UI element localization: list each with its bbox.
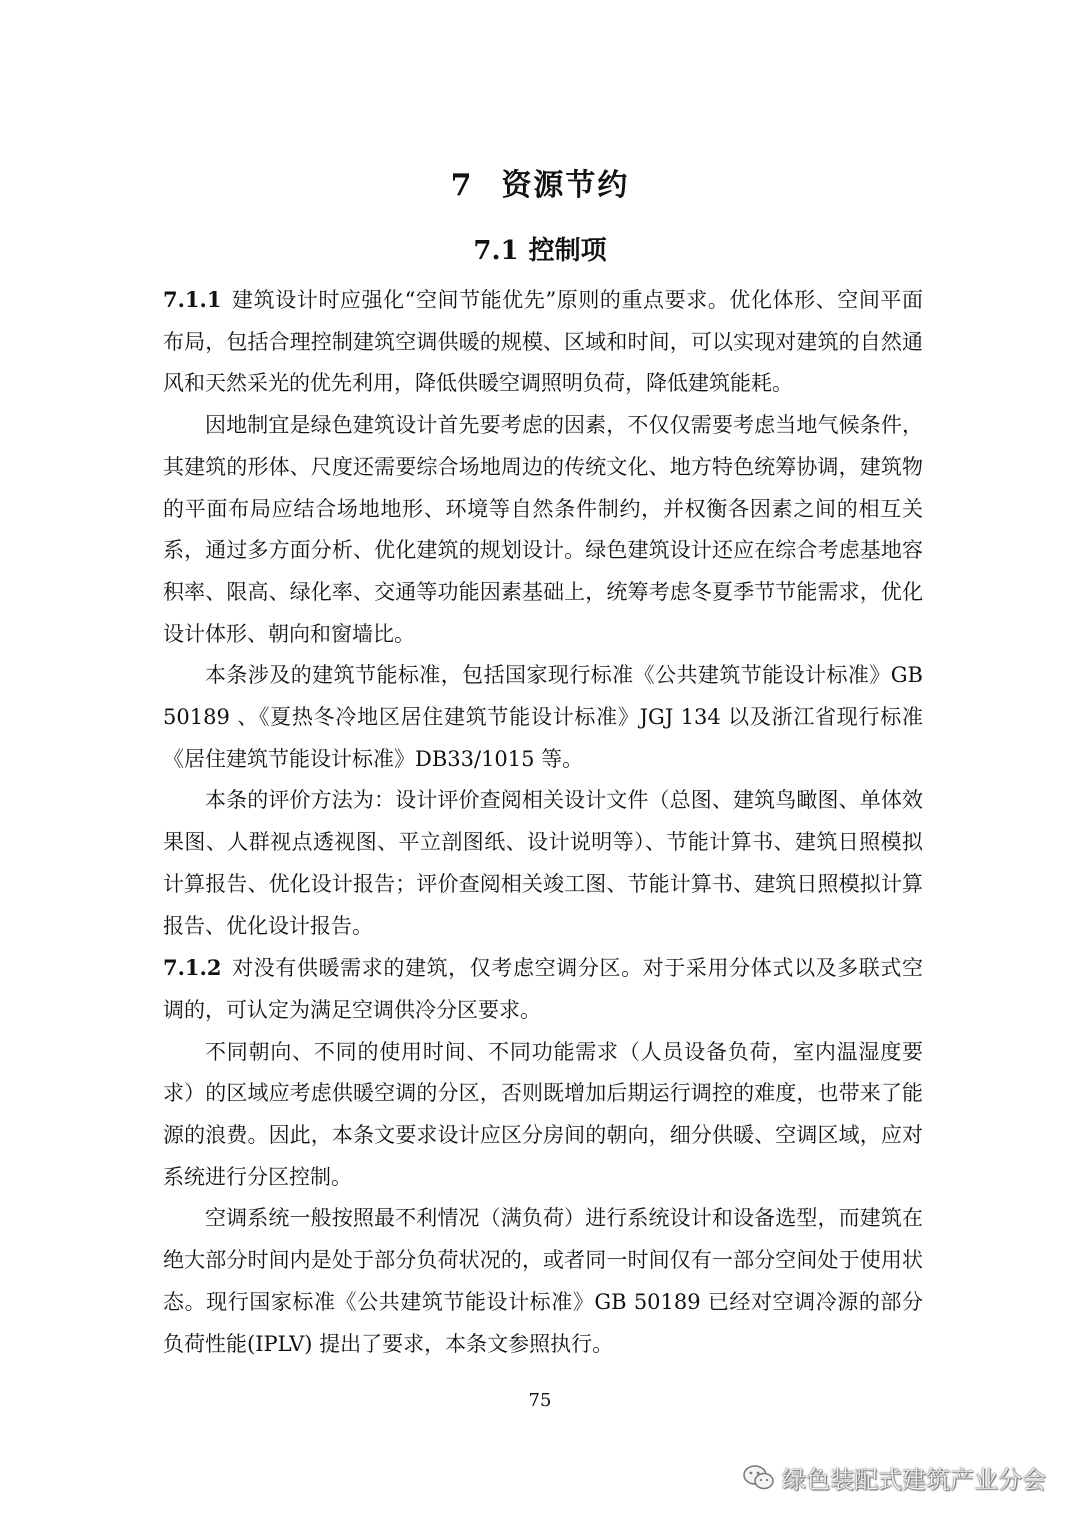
explanation-paragraph: 因地制宜是绿色建筑设计首先要考虑的因素，不仅仅需要考虑当地气候条件，其建筑的形体、尺度还需要综合场地周边的传统文化、地方特色统筹协调，建筑物的平面布局应结合场地地形、环境等自然条件制约，并权衡各因素之间的相互关系，通过多方面分析、优化建筑的规划设计。绿色建筑设计还应在综合考虑基地容积率、限高、绿化率、交通等功能因素基础上，统筹考虑冬夏季节节能需求，优化设计体形、朝向和窗墙比。 [163,413,923,646]
section-title-text: 控制项 [528,236,607,266]
watermark-text: 绿色装配式建筑产业分会 [782,1466,1046,1494]
chapter-title [0,160,1080,204]
explanation-paragraph: 空调系统一般按照最不利情况（满负荷）进行系统设计和设备选型，而建筑在绝大部分时间内是处于部分负荷状况的，或者同一时间仅有一部分空间处于使用状态。现行国家标准《公共建筑节能设计标准》GB 50189 已经对空调冷源的部分负荷性能(IPLV) 提出了要求，本条文参照执行。 [163,1206,923,1356]
explanation-paragraph: 本条的评价方法为：设计评价查阅相关设计文件（总图、建筑鸟瞰图、单体效果图、人群视点透视图、平立剖图纸、设计说明等）、节能计算书、建筑日照模拟计算报告、优化设计报告；评价查阅相关竣工图、节能计算书、建筑日照模拟计算报告、优化设计报告。 [163,788,923,938]
clause-text: 对没有供暖需求的建筑，仅考虑空调分区。对于采用分体式以及多联式空调的，可认定为满足空调供冷分区要求。 [163,956,923,1022]
body-text [163,279,923,1365]
wechat-icon [742,1463,776,1493]
explanation-paragraph: 本条涉及的建筑节能标准，包括国家现行标准《公共建筑节能设计标准》GB 50189 、《夏热冬冷地区居住建筑节能设计标准》JGJ 134 以及浙江省现行标准《居住建筑节能设计标准》DB33/1015 等。 [163,663,923,771]
chapter-title-text: 资源节约 [501,168,630,203]
section-title [0,230,1080,267]
page-number: 75 [528,1390,552,1411]
chapter-number: 7 [450,168,474,203]
watermark [742,1460,1046,1495]
explanation-paragraph: 不同朝向、不同的使用时间、不同功能需求（人员设备负荷，室内温湿度要求）的区域应考虑供暖空调的分区，否则既增加后期运行调控的难度，也带来了能源的浪费。因此，本条文要求设计应区分房间的朝向，细分供暖、空调区域，应对系统进行分区控制。 [163,1039,923,1189]
clause-7-1-2 [163,947,923,1031]
clause-number: 7.1.2 [163,955,222,981]
clause-number: 7.1.1 [163,287,222,312]
clause-7-1-1 [163,279,923,405]
clause-text: 建筑设计时应强化“空间节能优先”原则的重点要求。优化体形、空间平面布局，包括合理控制建筑空调供暖的规模、区域和时间，可以实现对建筑的自然通风和天然采光的优先利用，降低供暖空调照明负荷，降低建筑能耗。 [163,288,923,396]
section-number: 7.1 [473,236,519,266]
